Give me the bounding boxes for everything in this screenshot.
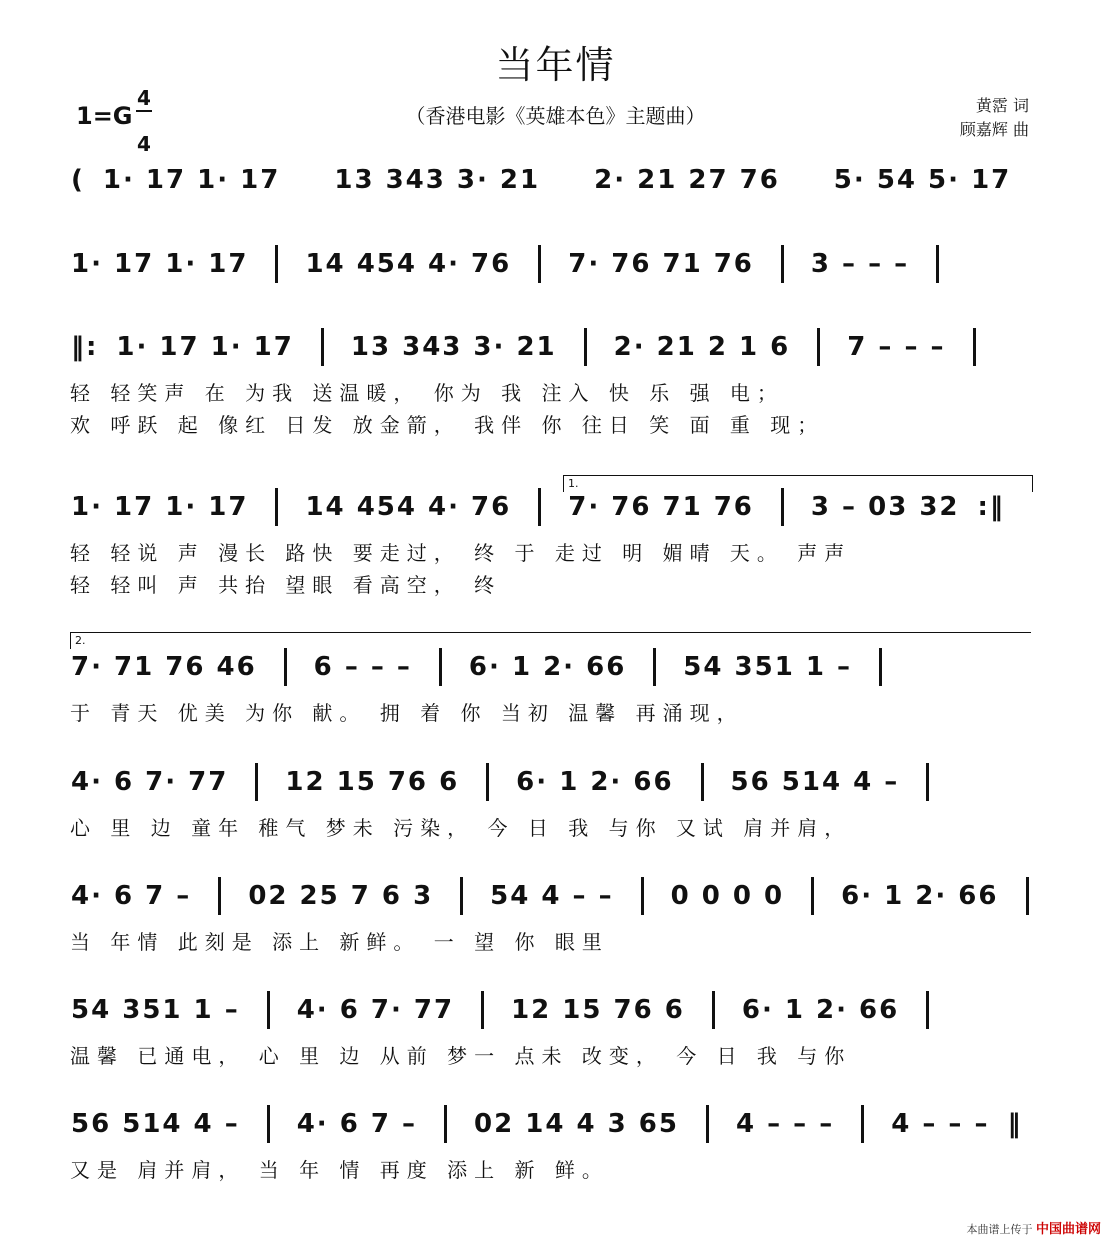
barline bbox=[653, 648, 656, 686]
notation-line bbox=[62, 762, 1052, 802]
barline bbox=[460, 877, 463, 915]
measure-notes: 1· 17 1· 17 bbox=[71, 249, 249, 279]
lyric-line: 轻 轻笑声 在 为我 送温暖， 你为 我 注入 快 乐 强 电； bbox=[70, 381, 784, 405]
first-ending-label: 1. bbox=[568, 477, 579, 490]
measure-notes: 4· 6 7 – bbox=[296, 1109, 418, 1139]
barline bbox=[926, 991, 929, 1029]
measure-notes: 0 0 0 0 bbox=[670, 881, 785, 911]
footer-brand: 中国曲谱网 bbox=[1035, 1222, 1101, 1237]
measure-notes: 4· 6 7· 77 bbox=[71, 767, 229, 797]
barline bbox=[481, 991, 484, 1029]
measure-notes: ( bbox=[71, 165, 85, 195]
song-subtitle: （香港电影《英雄本色》主题曲） bbox=[405, 104, 706, 128]
measure-notes: 6· 1 2· 66 bbox=[841, 881, 999, 911]
barline bbox=[584, 328, 587, 366]
barline bbox=[712, 991, 715, 1029]
barline bbox=[936, 245, 939, 283]
barline bbox=[817, 328, 820, 366]
notation-line bbox=[62, 990, 1052, 1030]
composer-credit: 顾嘉辉 曲 bbox=[959, 120, 1029, 139]
barline bbox=[255, 763, 258, 801]
measure-notes: 7· 71 76 46 bbox=[71, 652, 257, 682]
measure-notes: 2· 21 27 76 bbox=[594, 165, 780, 195]
measure-notes: 1· 17 1· 17 bbox=[71, 492, 249, 522]
lyric-line: 又是 肩并肩， 当 年 情 再度 添上 新 鲜。 bbox=[70, 1158, 609, 1182]
notation-line bbox=[62, 876, 1052, 916]
barline bbox=[641, 877, 644, 915]
barline bbox=[926, 763, 929, 801]
lyric-line: 心 里 边 童年 稚气 梦未 污染， 今 日 我 与你 又试 肩并肩， bbox=[70, 816, 852, 840]
lyric-line: 温馨 已通电， 心 里 边 从前 梦一 点未 改变， 今 日 我 与你 bbox=[70, 1044, 852, 1068]
measure-notes: 3 – – – bbox=[810, 249, 910, 279]
second-ending-label: 2. bbox=[75, 634, 86, 647]
barline bbox=[973, 328, 976, 366]
measure-notes: 1· 17 1· 17 bbox=[102, 165, 281, 195]
measure-notes: 14 454 4· 76 bbox=[305, 249, 512, 279]
lyricist-credit: 黄霑 词 bbox=[975, 96, 1029, 115]
measure-notes: 6· 1 2· 66 bbox=[516, 767, 674, 797]
measure-notes: 2· 21 2 1 6 bbox=[613, 332, 791, 362]
measure-notes: 4 – – – bbox=[891, 1109, 990, 1139]
barline bbox=[486, 763, 489, 801]
barline bbox=[1026, 877, 1029, 915]
measure-notes: 7· 76 71 76 bbox=[568, 249, 754, 279]
barline bbox=[267, 991, 270, 1029]
measure-notes: :‖ bbox=[977, 492, 1005, 522]
notation-line bbox=[62, 244, 1052, 284]
lyric-line: 当 年情 此刻是 添上 新鲜。 一 望 你 眼里 bbox=[70, 930, 609, 954]
measure-notes: 02 25 7 6 3 bbox=[248, 881, 434, 911]
footer-text: 本曲谱上传于 bbox=[966, 1223, 1033, 1236]
barline bbox=[811, 877, 814, 915]
lyric-line: 欢 呼跃 起 像红 日发 放金箭， 我伴 你 往日 笑 面 重 现； bbox=[70, 413, 825, 437]
notation-line bbox=[62, 487, 1052, 527]
measure-notes: 12 15 76 6 bbox=[285, 767, 460, 797]
notation-line bbox=[62, 647, 1052, 687]
measure-notes: 4· 6 7 – bbox=[71, 881, 192, 911]
measure-notes: 7· 76 71 76 bbox=[568, 492, 754, 522]
barline bbox=[444, 1105, 447, 1143]
measure-notes: 4 – – – bbox=[735, 1109, 835, 1139]
barline bbox=[321, 328, 324, 366]
barline bbox=[861, 1105, 864, 1143]
time-signature-top: 4 bbox=[137, 86, 151, 110]
measure-notes: 14 454 4· 76 bbox=[305, 492, 512, 522]
lyric-line: 轻 轻说 声 漫长 路快 要走过， 终 于 走过 明 媚晴 天。 声声 bbox=[70, 541, 852, 565]
measure-notes: ‖: bbox=[71, 332, 99, 362]
measure-notes: 13 343 3· 21 bbox=[334, 165, 541, 195]
measure-notes: 02 14 4 3 65 bbox=[474, 1109, 679, 1139]
measure-notes: 56 514 4 – bbox=[730, 767, 900, 797]
measure-notes: 54 351 1 – bbox=[683, 652, 852, 682]
measure-notes: 3 – 03 32 bbox=[810, 492, 960, 522]
measure-notes: 6 – – – bbox=[313, 652, 412, 682]
barline bbox=[275, 488, 278, 526]
barline bbox=[218, 877, 221, 915]
first-ending-bracket bbox=[563, 475, 1033, 492]
notation-line bbox=[62, 327, 1052, 367]
measure-notes: 6· 1 2· 66 bbox=[741, 995, 900, 1025]
lyric-line: 轻 轻叫 声 共抬 望眼 看高空， 终 bbox=[70, 573, 502, 597]
key-signature: 1=G bbox=[76, 102, 133, 130]
measure-notes: 7 – – – bbox=[847, 332, 946, 362]
measure-notes: 54 4 – – bbox=[490, 881, 614, 911]
notation-line bbox=[62, 160, 1052, 200]
song-title: 当年情 bbox=[495, 43, 616, 87]
barline bbox=[275, 245, 278, 283]
measure-notes: 6· 1 2· 66 bbox=[468, 652, 627, 682]
time-signature-bottom: 4 bbox=[137, 132, 151, 156]
measure-notes: 54 351 1 – bbox=[71, 995, 240, 1025]
footer bbox=[966, 1218, 1101, 1237]
barline bbox=[879, 648, 882, 686]
barline bbox=[284, 648, 287, 686]
barline bbox=[706, 1105, 709, 1143]
second-ending-bracket bbox=[70, 632, 1031, 649]
measure-notes: 1· 17 1· 17 bbox=[116, 332, 294, 362]
barline bbox=[781, 488, 784, 526]
measure-notes: 5· 54 5· 17 bbox=[833, 165, 1012, 195]
barline bbox=[701, 763, 704, 801]
measure-notes: 56 514 4 – bbox=[71, 1109, 240, 1139]
barline bbox=[439, 648, 442, 686]
measure-notes: 13 343 3· 21 bbox=[350, 332, 557, 362]
barline bbox=[538, 245, 541, 283]
barline bbox=[538, 488, 541, 526]
barline bbox=[781, 245, 784, 283]
measure-notes: 12 15 76 6 bbox=[511, 995, 685, 1025]
measure-notes: ‖ bbox=[1007, 1109, 1023, 1139]
notation-line bbox=[62, 1104, 1052, 1144]
measure-notes: 4· 6 7· 77 bbox=[296, 995, 455, 1025]
credits bbox=[960, 94, 1029, 142]
barline bbox=[267, 1105, 270, 1143]
lyric-line: 于 青天 优美 为你 献。 拥 着 你 当初 温馨 再涌现， bbox=[70, 701, 744, 725]
